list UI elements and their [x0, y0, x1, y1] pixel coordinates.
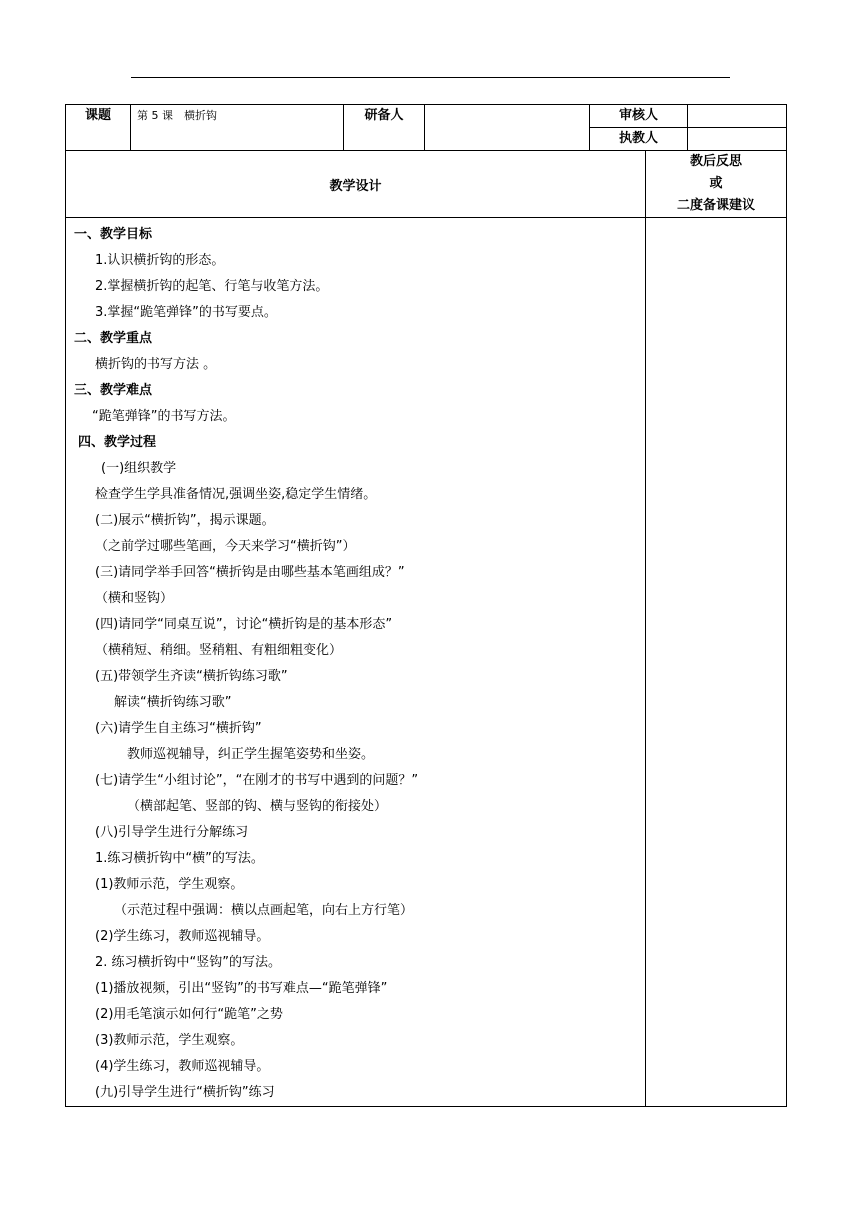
content-line: (一)组织教学	[101, 461, 177, 476]
content-line: (九)引导学生进行“横折钩”练习	[95, 1085, 275, 1100]
content-line: (1)教师示范，学生观察。	[95, 877, 244, 892]
prep-label: 研备人	[344, 105, 425, 151]
content-line: (七)请学生“小组讨论”，“在刚才的书写中遇到的问题？”	[95, 773, 419, 788]
content-line: 3.掌握“跪笔弹锋”的书写要点。	[95, 305, 277, 320]
content-line: (1)播放视频，引出“竖钩”的书写难点—“跪笔弹锋”	[95, 981, 388, 996]
review-label: 审核人	[590, 105, 688, 128]
content-line: “跪笔弹锋”的书写方法。	[92, 409, 236, 424]
content-line: (三)请同学举手回答“横折钩是由哪些基本笔画组成？”	[95, 565, 405, 580]
review-value[interactable]	[688, 105, 787, 128]
header-rule	[131, 77, 730, 78]
reflection-heading	[646, 151, 787, 218]
content-line: 1.练习横折钩中“横”的写法。	[95, 851, 264, 866]
prep-value[interactable]	[425, 105, 590, 151]
content-line: 教师巡视辅导，纠正学生握笔姿势和坐姿。	[127, 747, 375, 762]
content-line: 检查学生学具准备情况,强调坐姿,稳定学生情绪。	[95, 487, 377, 502]
content-line: 2. 练习横折钩中“竖钩”的写法。	[95, 955, 282, 970]
content-line: （之前学过哪些笔画，今天来学习“横折钩”）	[95, 539, 356, 554]
reflection-heading-line3: 二度备课建议	[677, 198, 756, 213]
content-line: (八)引导学生进行分解练习	[95, 825, 249, 840]
content-line: 解读“横折钩练习歌”	[114, 695, 232, 710]
section-heading: 四、教学过程	[78, 435, 157, 450]
content-line: （横稍短、稍细。竖稍粗、有粗细粗变化）	[95, 643, 343, 658]
section-heading: 一、教学目标	[74, 227, 153, 242]
section-heading: 三、教学难点	[74, 383, 153, 398]
reflection-heading-line2: 或	[709, 176, 723, 191]
content-line: (五)带领学生齐读“横折钩练习歌”	[95, 669, 288, 684]
content-line: 1.认识横折钩的形态。	[95, 253, 225, 268]
content-line: (2)学生练习，教师巡视辅导。	[95, 929, 270, 944]
section-heading: 二、教学重点	[74, 331, 153, 346]
teacher-value[interactable]	[688, 128, 787, 151]
content-line: (2)用毛笔演示如何行“跪笔”之势	[95, 1007, 283, 1022]
design-content	[66, 218, 646, 1107]
content-line: （示范过程中强调：横以点画起笔，向右上方行笔）	[114, 903, 414, 918]
content-line: (六)请学生自主练习“横折钩”	[95, 721, 262, 736]
reflection-heading-line1: 教后反思	[690, 154, 743, 169]
design-heading: 教学设计	[66, 151, 646, 218]
content-line: (二)展示“横折钩”，揭示课题。	[95, 513, 275, 528]
content-line: （横和竖钩）	[95, 591, 174, 606]
content-line: （横部起笔、竖部的钩、横与竖钩的衔接处）	[127, 799, 388, 814]
content-line: (3)教师示范，学生观察。	[95, 1033, 244, 1048]
topic-value: 第 5 课 横折钩	[131, 105, 344, 151]
reflection-content[interactable]	[646, 218, 787, 1107]
content-line: 横折钩的书写方法 。	[95, 357, 217, 372]
topic-label: 课题	[66, 105, 131, 151]
content-line: 2.掌握横折钩的起笔、行笔与收笔方法。	[95, 279, 329, 294]
teacher-label: 执教人	[590, 128, 688, 151]
lesson-plan-table	[65, 104, 787, 1107]
content-line: (4)学生练习，教师巡视辅导。	[95, 1059, 270, 1074]
content-line: (四)请同学“同桌互说”，讨论“横折钩是的基本形态”	[95, 617, 393, 632]
